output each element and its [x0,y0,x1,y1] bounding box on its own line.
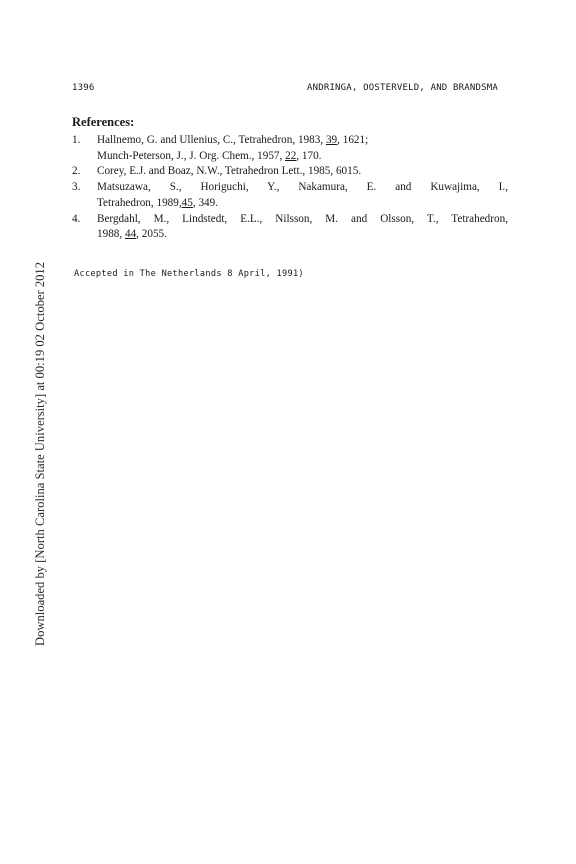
reference-line: Munch-Peterson, J., J. Org. Chem., 1957, 22, 170. [97,149,322,162]
reference-number: 3. [72,181,81,194]
reference-number: 2. [72,165,81,178]
reference-line: Tetrahedron, 1989,45, 349. [97,196,219,209]
reference-list [72,133,508,243]
accepted-note: Accepted in The Netherlands 8 April, 1991) [74,269,304,279]
volume-number: 22 [285,149,297,162]
reference-item-4 [72,212,508,243]
volume-number: 45 [181,196,193,209]
volume-number: 39 [325,134,338,146]
page-number: 1396 [72,83,95,93]
reference-item-3 [72,180,508,211]
reference-line: 1988, 44, 2055. [97,228,167,241]
running-head-authors: ANDRINGA, OOSTERVELD, AND BRANDSMA [306,83,498,93]
reference-line: Bergdahl, M., Lindstedt, E.L., Nilsson, M. and Olsson, T., Tetrahedron, [97,212,508,225]
reference-number: 1. [72,134,81,146]
reference-item-1 [72,133,508,164]
reference-item-2 [72,164,508,180]
reference-line: Corey, E.J. and Boaz, N.W., Tetrahedron Lett., 1985, 6015. [97,165,362,178]
download-watermark: Downloaded by [North Carolina State University] at 00:19 02 October 2012 [33,261,47,646]
reference-line: Hallnemo, G. and Ullenius, C., Tetrahedron, 1983, 39, 1621; [97,134,369,146]
references-heading: References: [72,115,135,129]
volume-number: 44 [124,228,137,241]
reference-number: 4. [72,212,81,225]
reference-line: Matsuzawa, S., Horiguchi, Y., Nakamura, E. and Kuwajima, I., [97,181,508,194]
